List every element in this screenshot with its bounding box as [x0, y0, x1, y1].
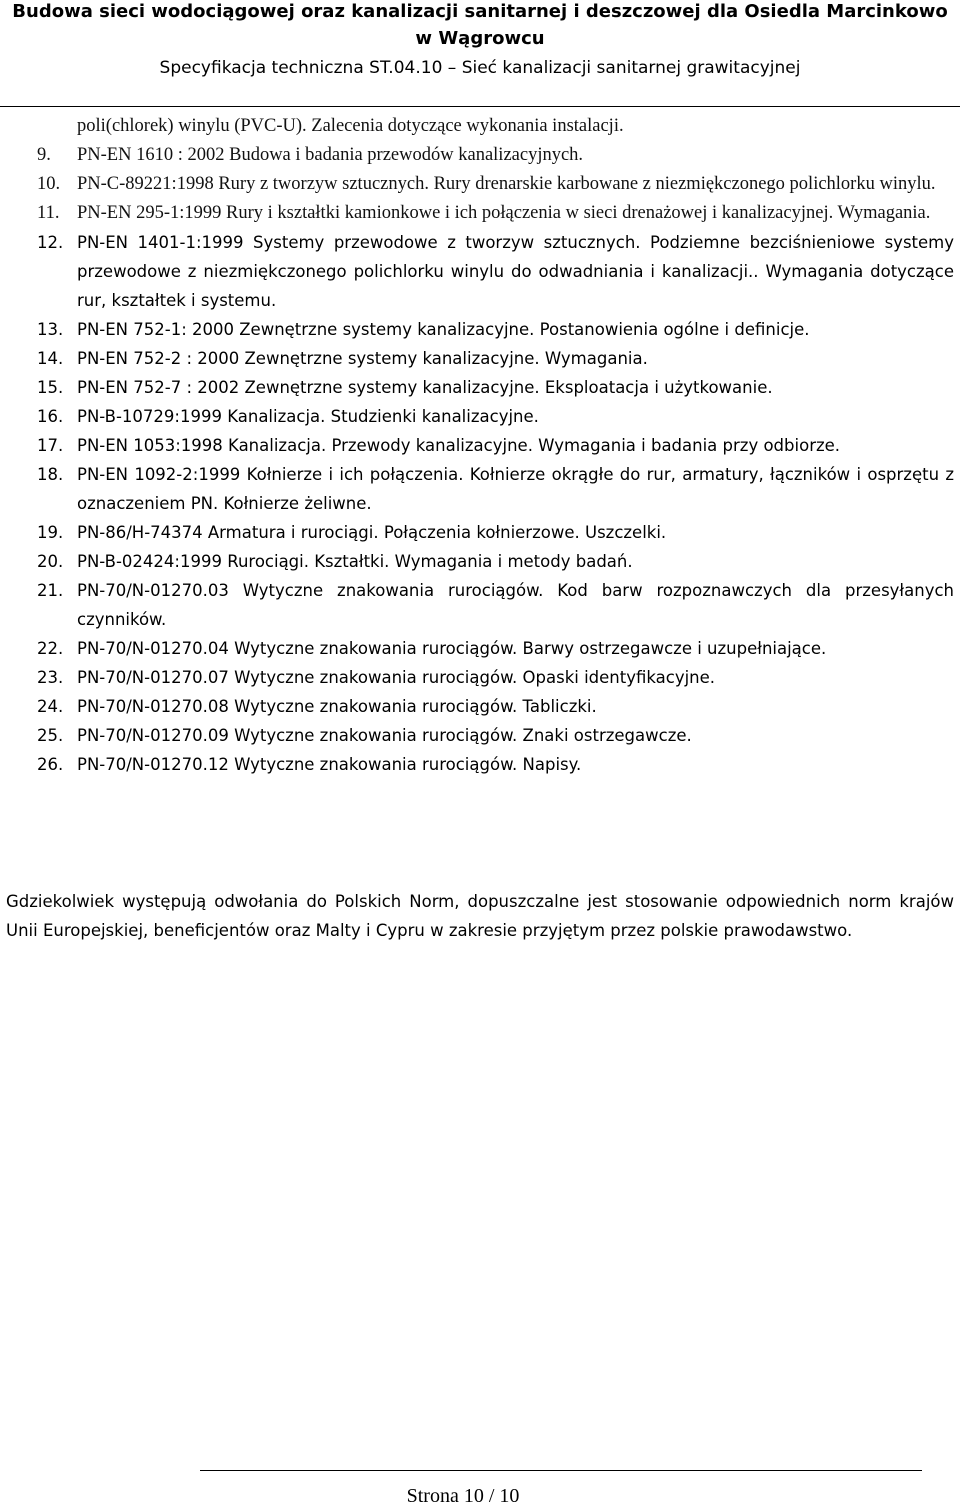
list-item — [0, 402, 960, 431]
list-item-number: 20. — [37, 552, 64, 571]
list-item-number: 17. — [37, 436, 64, 455]
list-item — [0, 112, 960, 141]
list-item-number: 24. — [37, 697, 64, 716]
list-item — [0, 199, 960, 228]
list-item-text: PN-C-89221:1998 Rury z tworzyw sztucznych. Rury drenarskie karbowane z niezmiękczonego polichlorku winylu. — [77, 174, 936, 194]
list-item — [0, 547, 960, 576]
list-item-text: PN-70/N-01270.04 Wytyczne znakowania rurociągów. Barwy ostrzegawcze i uzupełniające. — [77, 639, 827, 658]
header-title-line1: Budowa sieci wodociągowej oraz kanalizacji sanitarnej i deszczowej dla Osiedla Marcinkowo — [12, 1, 948, 22]
list-item-text: PN-70/N-01270.08 Wytyczne znakowania rurociągów. Tabliczki. — [77, 697, 597, 716]
list-item — [0, 460, 960, 518]
list-item — [0, 431, 960, 460]
list-item-number: 26. — [37, 755, 64, 774]
footer-divider — [200, 1470, 922, 1471]
list-item — [0, 576, 960, 634]
list-item-number: 16. — [37, 407, 64, 426]
list-item-number: 14. — [37, 349, 64, 368]
list-item-text: PN-EN 1092-2:1999 Kołnierze i ich połączenia. Kołnierze okrągłe do rur, armatury, łączników i osprzętu z oznaczeniem PN. Kołnierze żeliwne. — [77, 465, 954, 513]
header-divider — [0, 106, 960, 107]
list-item-number: 12. — [37, 233, 64, 252]
list-item-text: PN-70/N-01270.07 Wytyczne znakowania rurociągów. Opaski identyfikacyjne. — [77, 668, 716, 687]
list-item — [0, 721, 960, 750]
norms-equivalence-paragraph: Gdziekolwiek występują odwołania do Polskich Norm, dopuszczalne jest stosowanie odpowiednich norm krajów Unii Europejskiej, beneficjentów oraz Malty i Cypru w zakresie przyjętym przez polskie prawodawstwo. — [6, 892, 954, 940]
list-item-text: PN-EN 1053:1998 Kanalizacja. Przewody kanalizacyjne. Wymagania i badania przy odbiorze. — [77, 436, 841, 455]
list-item-text: PN-B-10729:1999 Kanalizacja. Studzienki kanalizacyjne. — [77, 407, 539, 426]
list-item-number: 18. — [37, 465, 64, 484]
list-item — [0, 344, 960, 373]
list-item-text: PN-EN 752-1: 2000 Zewnętrzne systemy kanalizacyjne. Postanowienia ogólne i definicje. — [77, 320, 810, 339]
list-item — [0, 170, 960, 199]
list-item-text: PN-EN 295-1:1999 Rury i kształtki kamionkowe i ich połączenia w sieci drenażowej i kanalizacyjnej. Wymagania. — [77, 203, 931, 223]
page-number: Strona 10 / 10 — [406, 1485, 520, 1507]
list-item-text: PN-70/N-01270.12 Wytyczne znakowania rurociągów. Napisy. — [77, 755, 582, 774]
list-item-text: PN-B-02424:1999 Rurociągi. Kształtki. Wymagania i metody badań. — [77, 552, 633, 571]
list-item-number: 9. — [37, 145, 51, 165]
list-item — [0, 141, 960, 170]
list-item-number: 25. — [37, 726, 64, 745]
list-item — [0, 692, 960, 721]
list-item-text: PN-70/N-01270.09 Wytyczne znakowania rurociągów. Znaki ostrzegawcze. — [77, 726, 692, 745]
list-item — [0, 518, 960, 547]
list-item — [0, 663, 960, 692]
list-item-number: 23. — [37, 668, 64, 687]
header-spec-line: Specyfikacja techniczna ST.04.10 – Sieć kanalizacji sanitarnej grawitacyjnej — [159, 58, 801, 78]
list-item-text: PN-86/H-74374 Armatura i rurociągi. Połączenia kołnierzowe. Uszczelki. — [77, 523, 667, 542]
list-item — [0, 634, 960, 663]
list-item-number: 15. — [37, 378, 64, 397]
list-item — [0, 750, 960, 779]
list-item — [0, 228, 960, 315]
list-item-number: 11. — [37, 203, 60, 223]
list-item-number: 10. — [37, 174, 61, 194]
list-item-number: 21. — [37, 581, 64, 600]
list-item-text: PN-EN 752-7 : 2002 Zewnętrzne systemy kanalizacyjne. Eksploatacja i użytkowanie. — [77, 378, 773, 397]
list-item-text: PN-70/N-01270.03 Wytyczne znakowania rurociągów. Kod barw rozpoznawczych dla przesyłanych czynników. — [77, 581, 954, 629]
list-item-text: PN-EN 752-2 : 2000 Zewnętrzne systemy kanalizacyjne. Wymagania. — [77, 349, 648, 368]
list-item-text: poli(chlorek) winylu (PVC-U). Zalecenia dotyczące wykonania instalacji. — [77, 116, 624, 136]
list-item — [0, 373, 960, 402]
header-title-line2: w Wągrowcu — [415, 28, 545, 49]
list-item-number: 13. — [37, 320, 64, 339]
list-item-text: PN-EN 1610 : 2002 Budowa i badania przewodów kanalizacyjnych. — [77, 145, 584, 165]
list-item-number: 22. — [37, 639, 64, 658]
list-item-number: 19. — [37, 523, 64, 542]
list-item — [0, 315, 960, 344]
list-item-text: PN-EN 1401-1:1999 Systemy przewodowe z tworzyw sztucznych. Podziemne bezciśnieniowe systemy przewodowe z niezmiękczonego polichlorku winylu do odwadniania i kanalizacji.. Wymagania dotyczące rur, kształtek i systemu. — [77, 233, 954, 310]
standards-list — [0, 112, 960, 779]
